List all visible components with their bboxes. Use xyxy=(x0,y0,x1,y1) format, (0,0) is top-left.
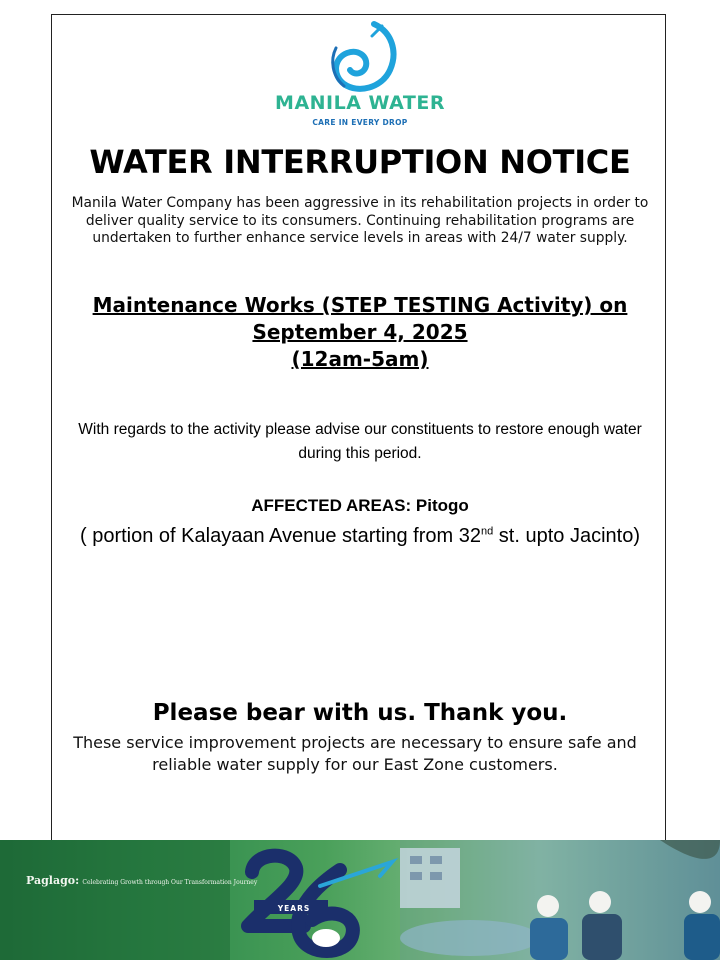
affected-areas: AFFECTED AREAS: Pitogo xyxy=(251,496,469,515)
portion-text-start: ( portion of Kalayaan Avenue starting from 32 xyxy=(80,525,481,547)
intro-paragraph: Manila Water Company has been aggressive in its rehabilitation projects in order to deliver quality service to its consumers. Continuing rehabilitation programs are undertaken to further enhance service levels in areas with 24/7 water supply. xyxy=(71,195,649,246)
brand-name: MANILA WATER xyxy=(275,92,445,114)
maintenance-time: (12am-5am) xyxy=(291,347,429,371)
brand-tagline: CARE IN EVERY DROP xyxy=(312,118,408,127)
regards-paragraph: With regards to the activity please advise our constituents to restore enough water during this period. xyxy=(78,421,642,462)
portion-text-end: st. upto Jacinto) xyxy=(493,525,640,547)
years-label: YEARS xyxy=(277,904,311,913)
maintenance-line-1: Maintenance Works (STEP TESTING Activity) on xyxy=(92,293,628,317)
banner-caption-bold: Paglago: xyxy=(26,874,80,887)
swirl-drop-icon xyxy=(333,24,394,89)
portion-superscript: nd xyxy=(481,525,494,538)
closing-paragraph: These service improvement projects are necessary to ensure safe and reliable water supply for our East Zone customers. xyxy=(73,733,637,774)
maintenance-date: September 4, 2025 xyxy=(252,320,468,344)
thank-you-heading: Please bear with us. Thank you. xyxy=(152,700,568,726)
notice-title: WATER INTERRUPTION NOTICE xyxy=(89,143,631,181)
banner-caption xyxy=(26,876,266,888)
affected-portion xyxy=(60,522,660,551)
anniversary-banner xyxy=(0,840,720,960)
banner-caption-small: Celebrating Growth through Our Transformation Journey xyxy=(82,879,258,886)
maintenance-schedule xyxy=(60,292,660,373)
banner-artwork xyxy=(0,840,720,960)
